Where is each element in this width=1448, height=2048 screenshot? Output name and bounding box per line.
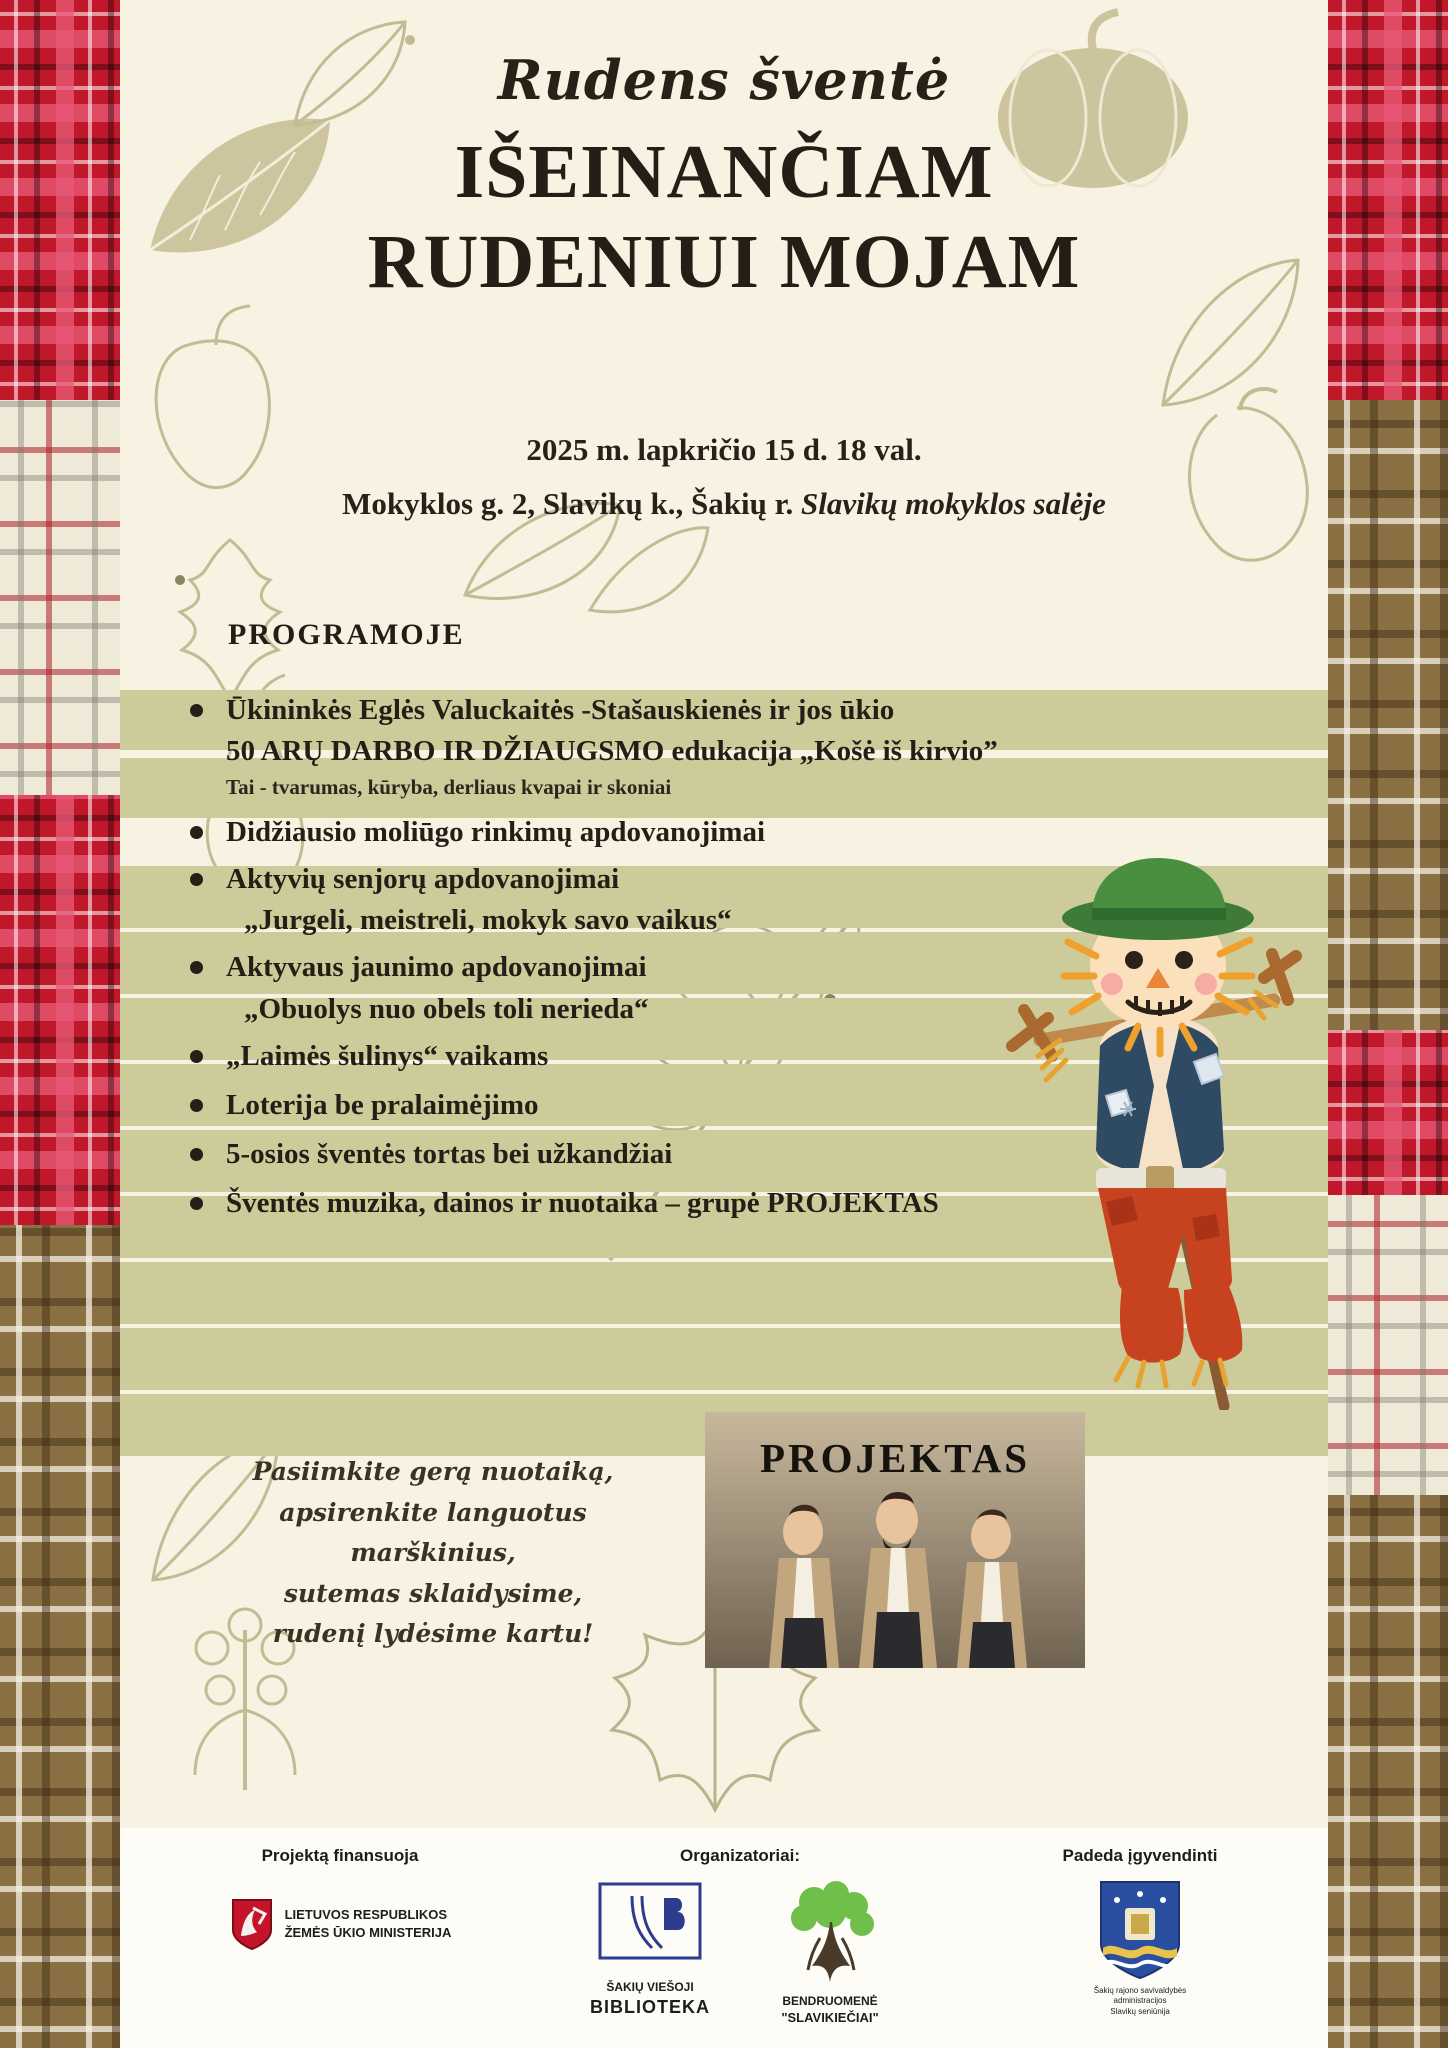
dot-icon-2 [160, 560, 200, 600]
plaid-swatch-red-4 [1328, 1030, 1448, 1195]
ministry-label [285, 1906, 452, 1941]
program-item-line2: „Jurgeli, meistreli, mokyk savo vaikus“ [244, 904, 732, 937]
ministry-line-2: ŽEMĖS ŪKIO MINISTERIJA [284, 1925, 452, 1940]
municipality-line-1: Šakių rajono savivaldybės [1093, 1986, 1187, 1995]
invitation-line-2: apsirenkite languotus marškinius, [279, 1497, 587, 1567]
community-tree-icon [770, 1878, 890, 1988]
bullet-icon [190, 704, 203, 717]
bullet-icon [190, 961, 203, 974]
right-plaid-border [1328, 0, 1448, 2048]
municipality-crest-icon [1097, 1878, 1183, 1982]
invitation-line-3: sutemas sklaidysime, [283, 1578, 583, 1608]
program-heading: PROGRAMOJE [228, 618, 465, 651]
community-label-2: "SLAVIKIEČIAI" [781, 2010, 879, 2026]
community-label-1: BENDRUOMENĖ [782, 1994, 878, 2008]
municipality-label [1094, 1986, 1187, 2017]
pepper-icon [1162, 380, 1332, 580]
plaid-swatch-red [0, 0, 120, 400]
bullet-icon [190, 1050, 203, 1063]
scarecrow-illustration [988, 850, 1318, 1410]
event-date: 2025 m. lapkričio 15 d. 18 val. [526, 432, 922, 467]
footer-helper-caption: Padeda įgyvendinti [1062, 1846, 1218, 1865]
plaid-swatch-red-2 [0, 795, 120, 1225]
poster-content [120, 0, 1328, 2048]
program-item-line2: 50 ARŲ DARBO IR DŽIAUGSMO edukacija „Košė iš kirvio” [226, 735, 998, 768]
page-title [120, 128, 1328, 307]
plaid-swatch-brown [0, 1225, 120, 2048]
event-address: Mokyklos g. 2, Slavikų k., Šakių r. [342, 486, 802, 521]
library-book-icon [590, 1878, 710, 1974]
event-place [120, 486, 1328, 522]
footer-funder-caption: Projektą finansuoja [261, 1846, 419, 1865]
page-title-line1: IŠEINANČIAM [454, 130, 994, 214]
coat-of-arms-icon [229, 1896, 275, 1952]
footer-funder [130, 1846, 550, 1952]
list-item [168, 812, 1318, 853]
page-title-script: Rudens šventė [497, 48, 951, 112]
invitation-text [198, 1452, 668, 1655]
left-plaid-border [0, 0, 120, 2048]
bullet-icon [190, 1197, 203, 1210]
program-item-line1: 5-osios šventės tortas bei užkandžiai [226, 1138, 673, 1171]
plaid-swatch-brown-2 [1328, 400, 1448, 1030]
plaid-swatch-cream-2 [1328, 1195, 1448, 1495]
bullet-icon [190, 1099, 203, 1112]
municipality-line-2: administracijos [1113, 1996, 1167, 2006]
bullet-icon [190, 1148, 203, 1161]
library-logo [590, 1878, 710, 2019]
ministry-line-1: LIETUVOS RESPUBLIKOS [284, 1907, 448, 1923]
footer-organizers-caption: Organizatoriai: [680, 1846, 800, 1865]
library-label-1: ŠAKIŲ VIEŠOJI [606, 1980, 694, 1994]
library-label-2: BIBLIOTEKA [590, 1997, 710, 2018]
bullet-icon [190, 826, 203, 839]
bullet-icon [190, 873, 203, 886]
program-item-line1: „Laimės šulinys“ vaikams [226, 1039, 549, 1072]
program-item-line1: Aktyvaus jaunimo apdovanojimai [226, 951, 647, 984]
municipality-line-3: Slavikų seniūnija [1110, 2006, 1170, 2016]
plaid-swatch-brown-3 [1328, 1495, 1448, 2048]
page-title-line2: RUDENIUI MOJAM [367, 219, 1081, 304]
program-item-line1: Didžiausio moliūgo rinkimų apdovanojimai [226, 815, 766, 848]
plaid-swatch-cream [0, 400, 120, 795]
invitation-line-1: Pasiimkite gerą nuotaiką, [252, 1457, 614, 1486]
program-item-sub: Tai - tvarumas, kūryba, derliaus kvapai ir skoniai [226, 775, 672, 800]
invitation-line-4: rudenį lydėsime kartu! [272, 1619, 594, 1648]
program-item-line1: Loterija be pralaimėjimo [226, 1088, 539, 1121]
band-photo [705, 1412, 1085, 1668]
list-item [168, 690, 1318, 804]
footer-helper [950, 1846, 1330, 2017]
plaid-swatch-red-3 [1328, 0, 1448, 400]
program-item-line1: Aktyvių senjorų apdovanojimai [226, 863, 620, 896]
band-photo-caption: PROJEKTAS [760, 1435, 1030, 1481]
program-item-line2: „Obuolys nuo obels toli nerieda“ [244, 992, 649, 1025]
apple-icon [128, 300, 308, 500]
footer-organizers [540, 1846, 940, 2027]
event-venue: Slavikų mokyklos salėje [801, 486, 1106, 521]
community-logo [770, 1878, 890, 2027]
program-item-line1: Ūkininkės Eglės Valuckaitės -Stašauskienės ir jos ūkio [226, 694, 895, 726]
footer [120, 1828, 1328, 2048]
program-item-line1: Šventės muzika, dainos ir nuotaika – grupė PROJEKTAS [226, 1187, 939, 1220]
